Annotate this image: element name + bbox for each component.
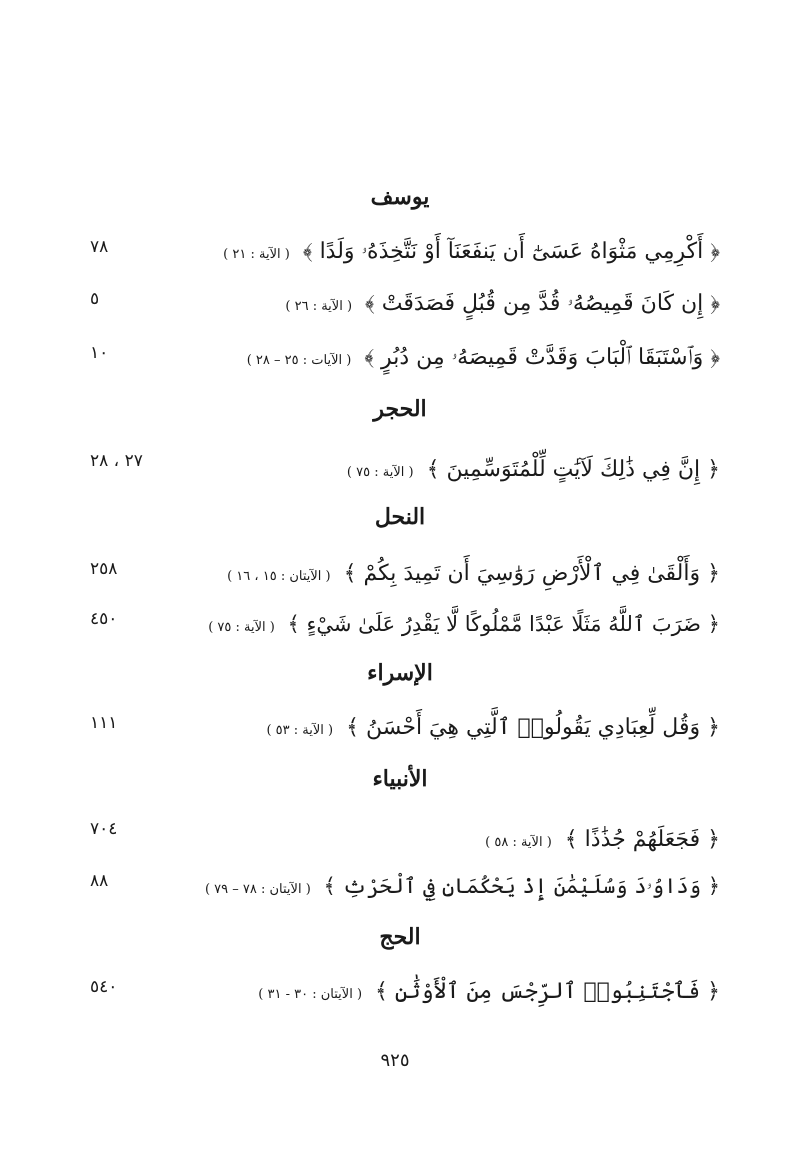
index-entry [90,232,720,272]
index-entry [90,338,720,378]
verse-text: ﴿ إِنَّ فِي ذَٰلِكَ لَآيَٰتٍ لِّلْمُتَوَسِّمِينَ ﴾ [426,457,720,482]
verse-reference: ( الآية : ٥٣ ) [266,723,334,738]
surah-heading-al-isra: الإسراء [367,660,433,686]
index-entry [90,446,720,486]
verse-text: ﴿ وَٱسْتَبَقَا ٱلْبَابَ وَقَدَّتْ قَمِيصَهُۥ مِن دُبُرٍ ﴾ [364,345,720,370]
verse-line [285,284,720,327]
verse-text: ﴿ فَٱجْتَنِبُوا۟ ٱلرِّجْسَ مِنَ ٱلْأَوْثَٰنِ ﴾ [375,979,720,1004]
page-reference: ٨٨ [90,871,109,891]
verse-line [223,232,720,275]
verse-reference: ( الآيات : ٢٥ – ٢٨ ) [246,353,352,368]
verse-text: ﴿ وَدَاوُۥدَ وَسُلَيْمَٰنَ إِذْ يَحْكُمَانِ فِي ٱلْحَرْثِ ﴾ [323,874,720,898]
index-entry [90,554,720,594]
page-reference: ٥٤٠ [90,977,118,997]
verse-reference: ( الآية : ٢١ ) [223,247,290,262]
index-entry [90,866,720,906]
verse-text: ﴿ وَأَلْقَىٰ فِي ٱلْأَرْضِ رَوَٰسِيَ أَن تَمِيدَ بِكُمْ ﴾ [343,561,720,586]
page-reference: ٧٠٤ [90,819,118,839]
verse-line [347,450,720,493]
index-entry [90,972,720,1012]
verse-text: ﴿ إِن كَانَ قَمِيصُهُۥ قُدَّ مِن قُبُلٍ فَصَدَقَتْ ﴾ [365,291,720,316]
page-reference: ٤٥٠ [90,609,118,629]
index-entry [90,708,720,748]
verse-text: ﴿ أَكْرِمِي مَثْوَاهُ عَسَىٰٓ أَن يَنفَعَنَآ أَوْ نَتَّخِذَهُۥ وَلَدًا ﴾ [302,239,720,264]
page-reference: ٥ [90,289,100,309]
surah-heading-al-anbiya: الأنبياء [372,766,428,792]
verse-line [247,338,720,381]
verse-line [205,866,720,910]
verse-line [266,708,720,751]
page-number: ٩٢٥ [380,1050,410,1071]
verse-line [485,820,720,863]
verse-reference: ( الآية : ٥٨ ) [485,835,552,850]
verse-line [258,972,720,1015]
page-reference: ١١١ [90,713,118,733]
verse-text: ﴿ ضَرَبَ ٱللَّهُ مَثَلًا عَبْدًا مَّمْلُوكًا لَّا يَقْدِرُ عَلَىٰ شَيْءٍ ﴾ [287,612,720,636]
index-entry [90,284,720,324]
surah-heading-an-nahl: النحل [374,504,426,530]
verse-reference: ( الآيتان : ٧٨ – ٧٩ ) [204,882,311,897]
surah-heading-al-hijr: الحجر [373,396,427,422]
page-reference: ١٠ [90,343,109,363]
index-entry [90,814,720,854]
verse-reference: ( الآية : ٢٦ ) [285,299,353,314]
verse-reference: ( الآيتان : ١٥ ، ١٦ ) [227,569,331,584]
verse-reference: ( الآيتان : ٣٠ - ٣١ ) [258,987,363,1002]
verse-text: ﴿ فَجَعَلَهُمْ جُذَٰذًا ﴾ [564,827,720,852]
page-reference: ٢٧ ، ٢٨ [90,451,143,471]
page-reference: ٧٨ [90,237,109,257]
page-reference: ٢٥٨ [90,559,118,579]
verse-reference: ( الآية : ٧٥ ) [208,620,275,635]
index-entry [90,604,720,644]
surah-heading-yusuf: يوسف [370,184,430,210]
verse-line [227,554,720,597]
verse-line [208,604,720,648]
verse-text: ﴿ وَقُل لِّعِبَادِي يَقُولُوا۟ ٱلَّتِي هِيَ أَحْسَنُ ﴾ [346,715,720,740]
surah-heading-al-hajj: الحج [379,924,421,950]
verse-reference: ( الآية : ٧٥ ) [346,465,414,480]
